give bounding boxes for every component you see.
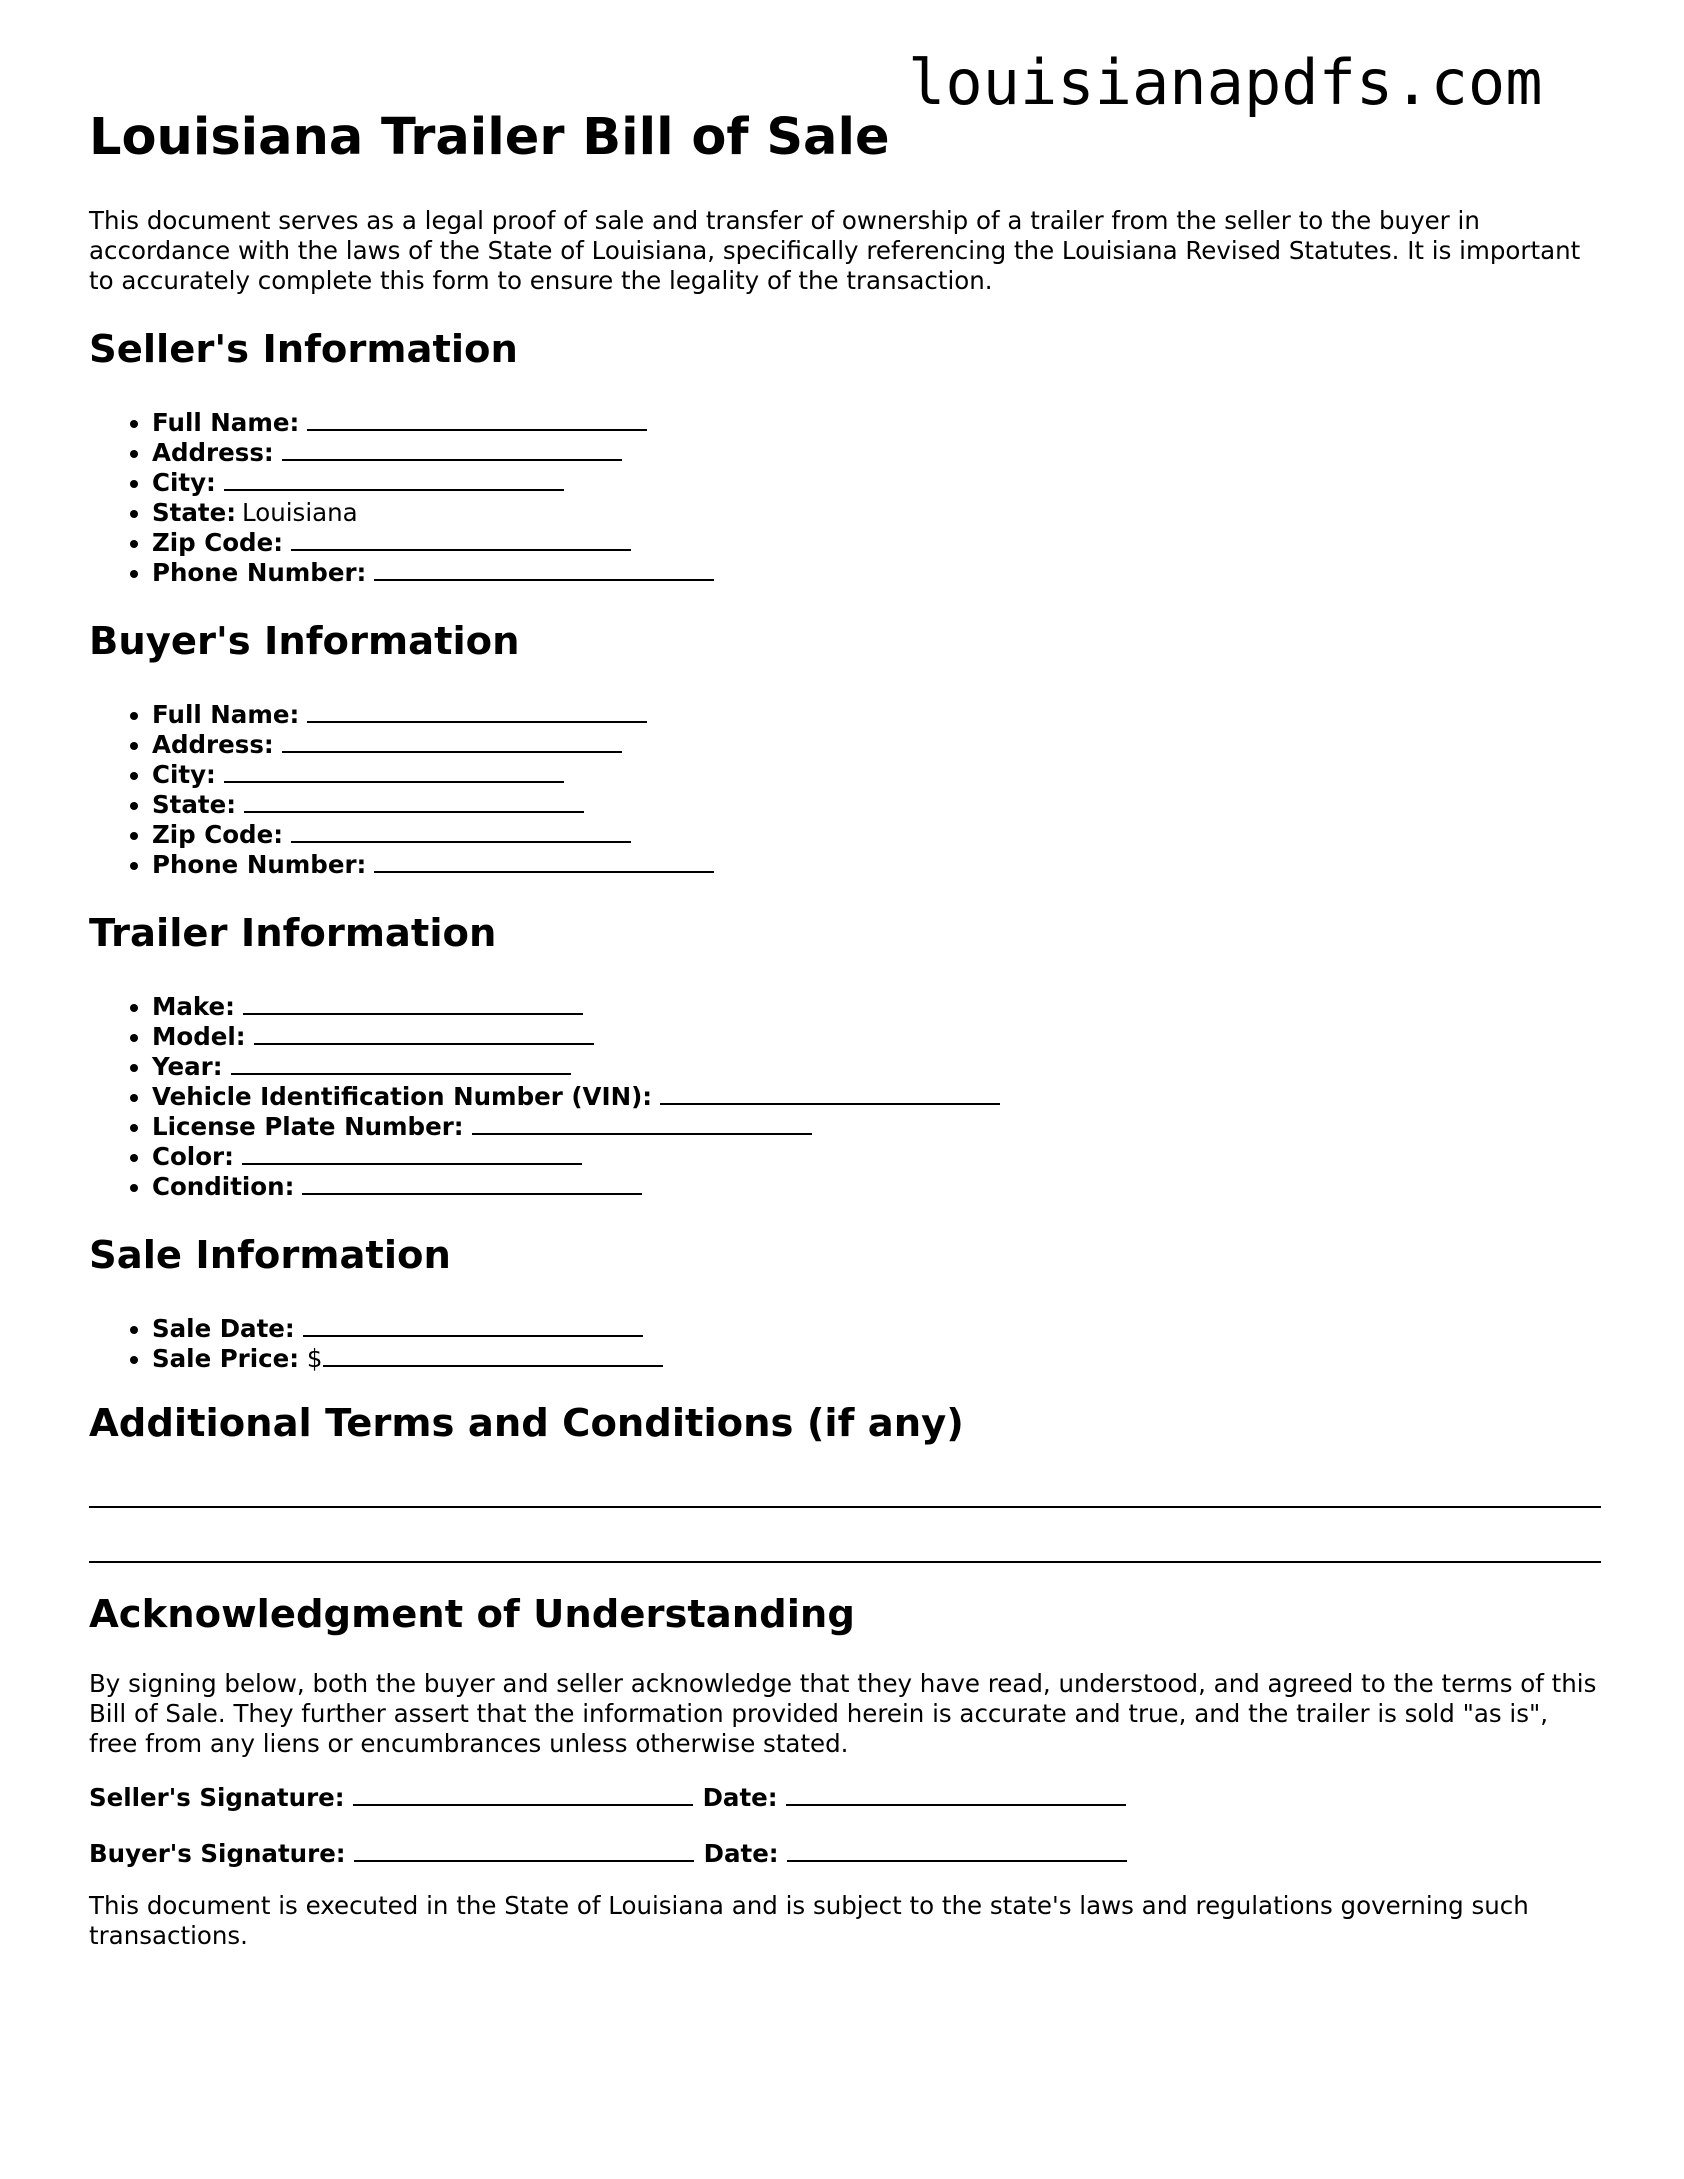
buyer-city-blank[interactable]	[224, 760, 564, 783]
buyer-signature-label: Buyer's Signature:	[89, 1839, 346, 1868]
seller-city-blank[interactable]	[224, 468, 564, 491]
buyer-full-name-blank[interactable]	[307, 700, 647, 723]
sale-fields	[89, 1314, 1601, 1374]
buyer-signature-blank[interactable]	[354, 1839, 694, 1862]
sale-price	[152, 1344, 1601, 1374]
sale-heading: Sale Information	[89, 1233, 451, 1278]
trailer-model	[152, 1022, 1601, 1052]
buyer-city	[152, 760, 1601, 790]
trailer-fields	[89, 992, 1601, 1202]
seller-date-blank[interactable]	[786, 1783, 1126, 1806]
field-label: Vehicle Identification Number (VIN):	[152, 1082, 653, 1111]
trailer-year-blank[interactable]	[231, 1052, 571, 1075]
buyer-fields	[89, 700, 1601, 880]
buyer-heading: Buyer's Information	[89, 619, 520, 664]
seller-address-blank[interactable]	[282, 438, 622, 461]
field-label: Full Name:	[152, 700, 300, 729]
buyer-address-blank[interactable]	[282, 730, 622, 753]
field-label: Sale Date:	[152, 1314, 295, 1343]
sale-price-blank[interactable]	[323, 1344, 663, 1367]
trailer-make	[152, 992, 1601, 1022]
field-label: State:	[152, 790, 237, 819]
seller-zip	[152, 528, 1601, 558]
buyer-state	[152, 790, 1601, 820]
buyer-signature-row	[89, 1839, 1601, 1869]
sale-date-blank[interactable]	[303, 1314, 643, 1337]
field-label: Phone Number:	[152, 850, 367, 879]
seller-address	[152, 438, 1601, 468]
field-label: Zip Code:	[152, 528, 283, 557]
seller-phone	[152, 558, 1601, 588]
field-label: Full Name:	[152, 408, 300, 437]
field-label: Phone Number:	[152, 558, 367, 587]
trailer-vin	[152, 1082, 1601, 1112]
field-label: License Plate Number:	[152, 1112, 464, 1141]
seller-zip-blank[interactable]	[291, 528, 631, 551]
currency-symbol: $	[306, 1344, 323, 1373]
buyer-date-label: Date:	[703, 1839, 779, 1868]
seller-phone-blank[interactable]	[374, 558, 714, 581]
trailer-year	[152, 1052, 1601, 1082]
buyer-full-name	[152, 700, 1601, 730]
seller-full-name-blank[interactable]	[307, 408, 647, 431]
seller-city	[152, 468, 1601, 498]
trailer-plate-blank[interactable]	[472, 1112, 812, 1135]
ack-heading: Acknowledgment of Understanding	[89, 1592, 855, 1637]
terms-line-2[interactable]	[89, 1561, 1601, 1563]
page-title: Louisiana Trailer Bill of Sale	[89, 108, 890, 167]
watermark: louisianapdfs.com	[908, 46, 1543, 119]
field-label: State:	[152, 498, 237, 527]
buyer-phone-blank[interactable]	[374, 850, 714, 873]
buyer-address	[152, 730, 1601, 760]
intro-paragraph: This document serves as a legal proof of sale and transfer of ownership of a trailer from the seller to the buyer in accordance with the laws of the State of Louisiana, specifically referencing the Louisiana Revised Statutes. It is important to accurately complete this form to ensure the legality of the transaction.	[89, 206, 1581, 295]
field-label: Condition:	[152, 1172, 295, 1201]
trailer-plate	[152, 1112, 1601, 1142]
buyer-state-blank[interactable]	[244, 790, 584, 813]
trailer-vin-blank[interactable]	[660, 1082, 1000, 1105]
field-label: City:	[152, 468, 216, 497]
trailer-heading: Trailer Information	[89, 911, 497, 956]
seller-fields	[89, 408, 1601, 588]
footer-paragraph: This document is executed in the State of Louisiana and is subject to the state's laws and regulations governing such transactions.	[89, 1891, 1529, 1950]
seller-full-name	[152, 408, 1601, 438]
seller-date-label: Date:	[702, 1783, 778, 1812]
ack-paragraph: By signing below, both the buyer and seller acknowledge that they have read, understood, and agreed to the terms of this Bill of Sale. They further assert that the information provided herein is accurate and true, and the trailer is sold "as is", free from any liens or encumbrances unless otherwise stated.	[89, 1669, 1597, 1758]
buyer-date-blank[interactable]	[787, 1839, 1127, 1862]
buyer-zip	[152, 820, 1601, 850]
field-label: Color:	[152, 1142, 234, 1171]
field-label: City:	[152, 760, 216, 789]
trailer-model-blank[interactable]	[254, 1022, 594, 1045]
trailer-color	[152, 1142, 1601, 1172]
field-label: Make:	[152, 992, 235, 1021]
buyer-phone	[152, 850, 1601, 880]
seller-signature-blank[interactable]	[353, 1783, 693, 1806]
terms-line-1[interactable]	[89, 1506, 1601, 1508]
seller-state	[152, 498, 1601, 528]
seller-signature-label: Seller's Signature:	[89, 1783, 345, 1812]
field-label: Zip Code:	[152, 820, 283, 849]
trailer-condition	[152, 1172, 1601, 1202]
field-label: Address:	[152, 438, 274, 467]
document	[89, 106, 1601, 1951]
seller-signature-row	[89, 1783, 1601, 1813]
terms-heading: Additional Terms and Conditions (if any)	[89, 1401, 964, 1446]
trailer-condition-blank[interactable]	[302, 1172, 642, 1195]
trailer-color-blank[interactable]	[242, 1142, 582, 1165]
seller-state-value: Louisiana	[242, 498, 358, 527]
field-label: Model:	[152, 1022, 246, 1051]
buyer-zip-blank[interactable]	[291, 820, 631, 843]
sale-date	[152, 1314, 1601, 1344]
field-label: Address:	[152, 730, 274, 759]
seller-heading: Seller's Information	[89, 327, 518, 372]
trailer-make-blank[interactable]	[243, 992, 583, 1015]
field-label: Sale Price:	[152, 1344, 300, 1373]
field-label: Year:	[152, 1052, 223, 1081]
